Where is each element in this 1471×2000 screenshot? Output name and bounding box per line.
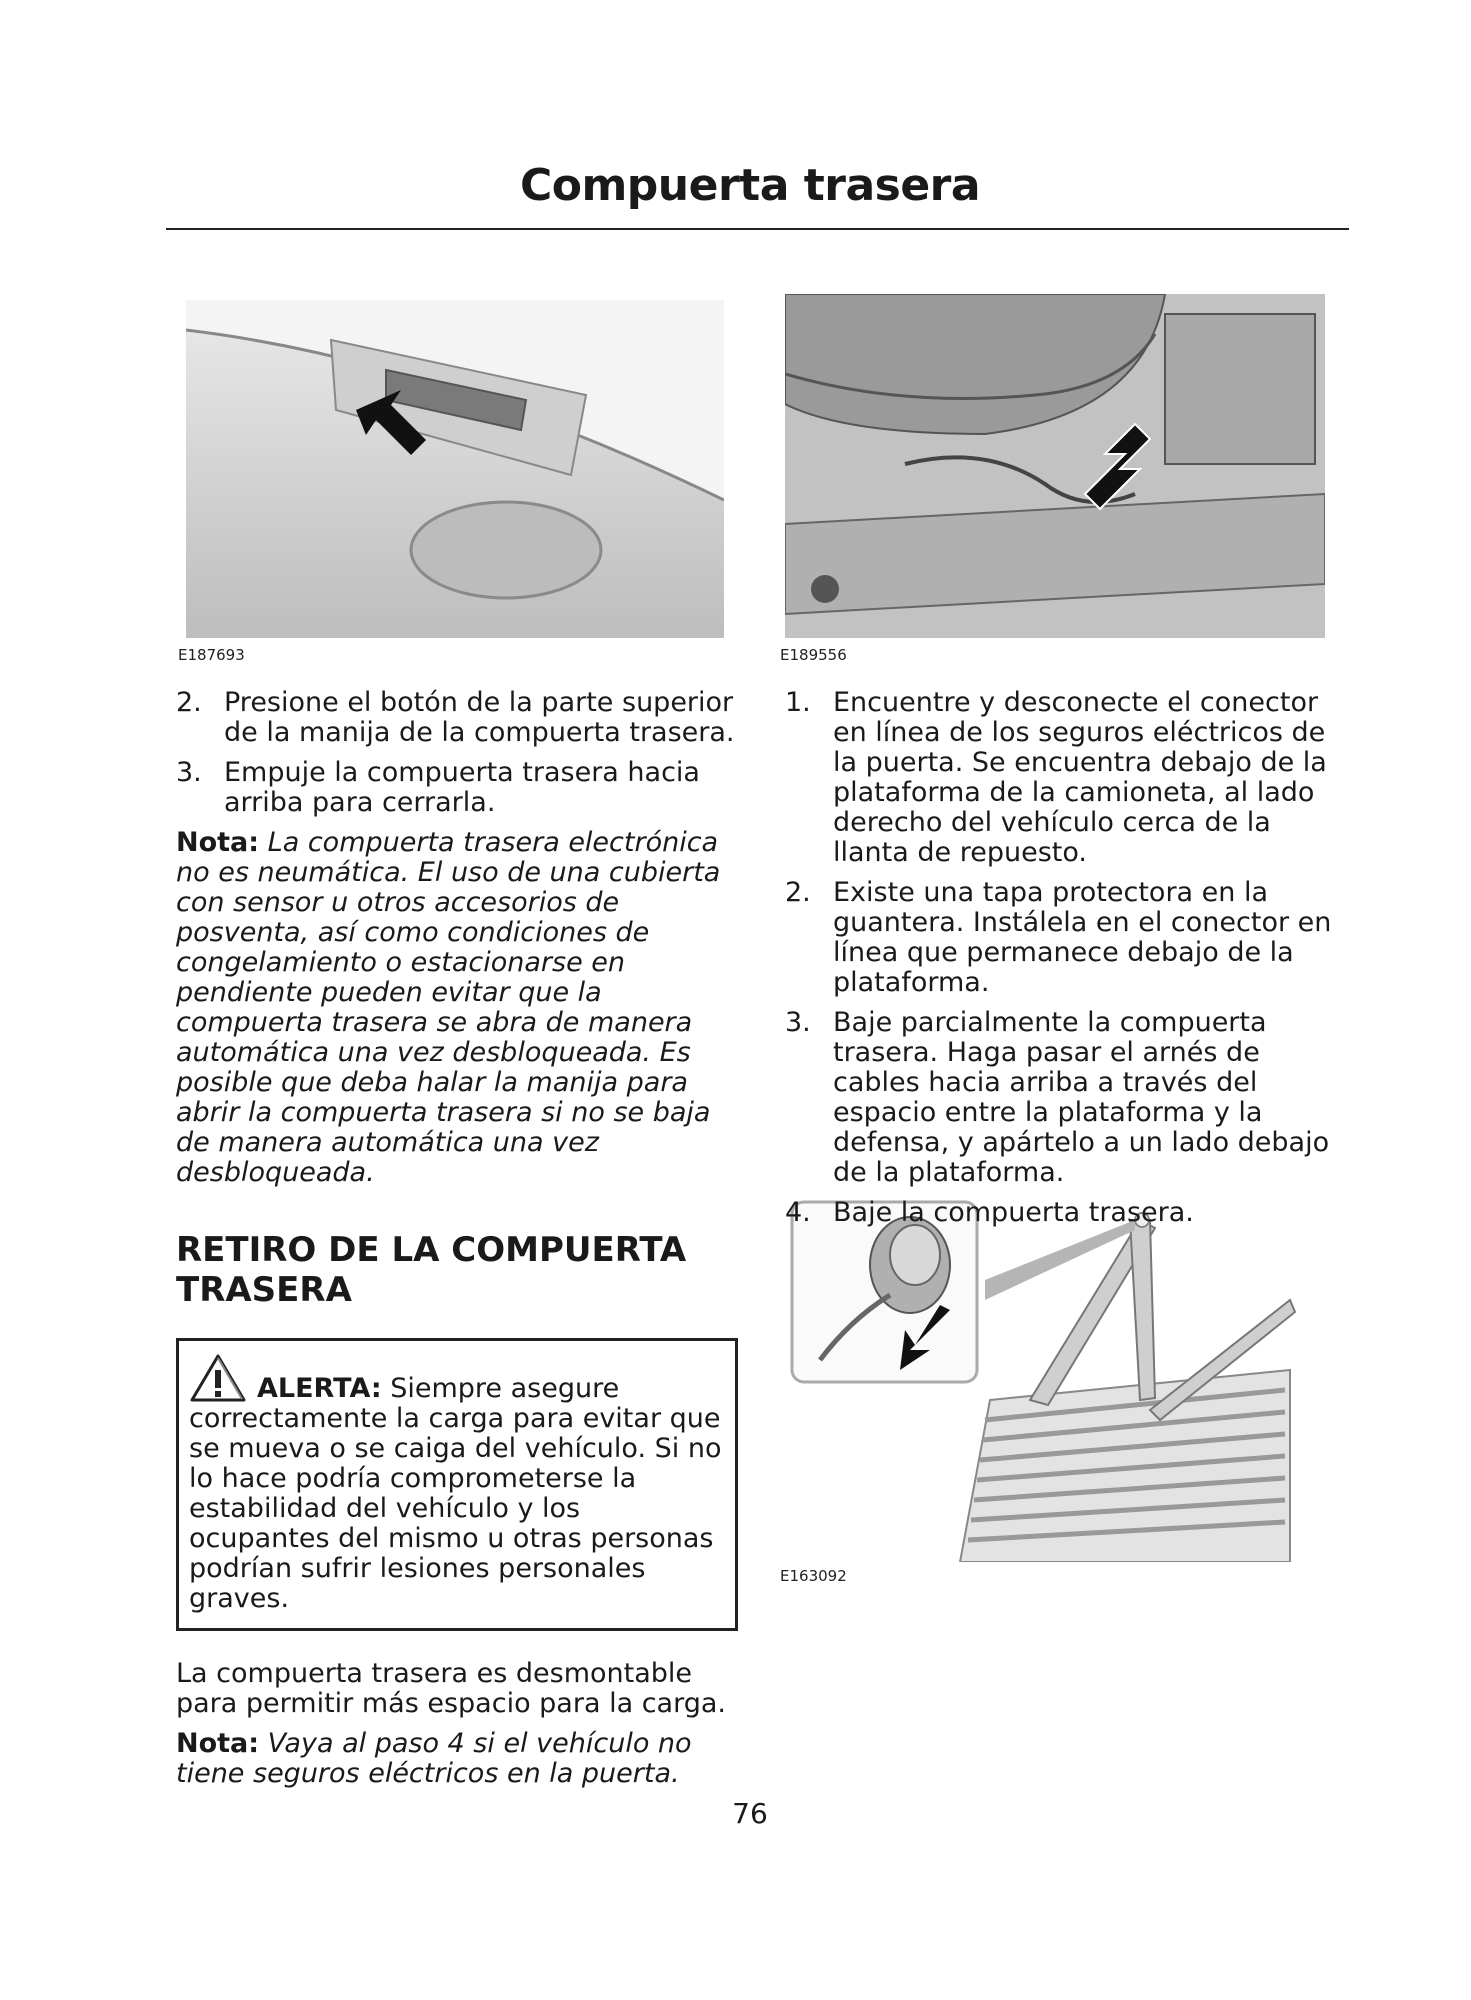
list-item xyxy=(176,688,738,748)
step-number: 3. xyxy=(176,757,202,788)
step-number: 2. xyxy=(785,877,811,908)
alert-box xyxy=(176,1338,738,1631)
note xyxy=(176,1729,738,1789)
alert-label: ALERTA: xyxy=(257,1373,382,1404)
note-label: Nota: xyxy=(176,827,260,858)
step-number: 1. xyxy=(785,687,811,718)
right-column xyxy=(785,688,1345,1238)
note-text: Vaya al paso 4 si el vehículo no tiene seguros eléctricos en la puerta. xyxy=(176,1728,692,1789)
note xyxy=(176,828,738,1188)
alert-text: Siempre asegure correctamente la carga para evitar que se mueva o se caiga del vehículo. Si no lo hace podría comprometerse la estabilidad del vehículo y los ocupantes del mismo u otras personas podrían sufrir lesiones personales graves. xyxy=(189,1373,722,1614)
note-label: Nota: xyxy=(176,1728,260,1759)
paragraph: La compuerta trasera es desmontable para permitir más espacio para la carga. xyxy=(176,1658,726,1719)
step-list xyxy=(785,688,1345,1228)
list-item xyxy=(176,758,738,818)
note-text: La compuerta trasera electrónica no es neumática. El uso de una cubierta con sensor u otros accesorios de posventa, así como condiciones de congelamiento o estacionarse en pendiente pueden evitar que la compuerta trasera se abra de manera automática una vez desbloqueada. Es posible que deba halar la manija para abrir la compuerta trasera si no se baja de manera automática una vez desbloqueada. xyxy=(176,827,721,1188)
figure-code: E187693 xyxy=(178,646,245,664)
figure-code: E189556 xyxy=(780,646,847,664)
left-column xyxy=(176,688,738,1799)
page-title: Compuerta trasera xyxy=(519,160,981,211)
step-text: Presione el botón de la parte superior de la manija de la compuerta trasera. xyxy=(224,687,735,748)
page-number: 76 xyxy=(732,1797,768,1830)
step-text: Baje parcialmente la compuerta trasera. Haga pasar el arnés de cables hacia arriba a través del espacio entre la plataforma y la defensa, y apártelo a un lado debajo de la plataforma. xyxy=(833,1007,1330,1188)
list-item xyxy=(785,1198,1345,1228)
warning-triangle-icon xyxy=(189,1353,247,1403)
step-text: Encuentre y desconecte el conector en línea de los seguros eléctricos de la puerta. Se encuentra debajo de la plataforma de la camioneta, al lado derecho del vehículo cerca de la llanta de repuesto. xyxy=(833,687,1327,868)
step-number: 3. xyxy=(785,1007,811,1038)
figure-code: E163092 xyxy=(780,1567,847,1585)
list-item xyxy=(785,878,1345,998)
list-item xyxy=(785,1008,1345,1188)
step-number: 2. xyxy=(176,687,202,718)
title-divider xyxy=(166,228,1349,230)
list-item xyxy=(785,688,1345,868)
step-text: Baje la compuerta trasera. xyxy=(833,1197,1194,1228)
section-heading: RETIRO DE LA COMPUERTA TRASERA xyxy=(176,1230,687,1310)
step-text: Empuje la compuerta trasera hacia arriba para cerrarla. xyxy=(224,757,700,818)
tailgate-handle-illustration xyxy=(186,300,724,638)
step-list xyxy=(176,688,738,818)
connector-location-illustration xyxy=(785,294,1325,638)
step-text: Existe una tapa protectora en la guantera. Instálela en el conector en línea que permanece debajo de la plataforma. xyxy=(833,877,1332,998)
tailgate-removal-illustration xyxy=(790,1200,1300,1562)
step-number: 4. xyxy=(785,1197,811,1228)
